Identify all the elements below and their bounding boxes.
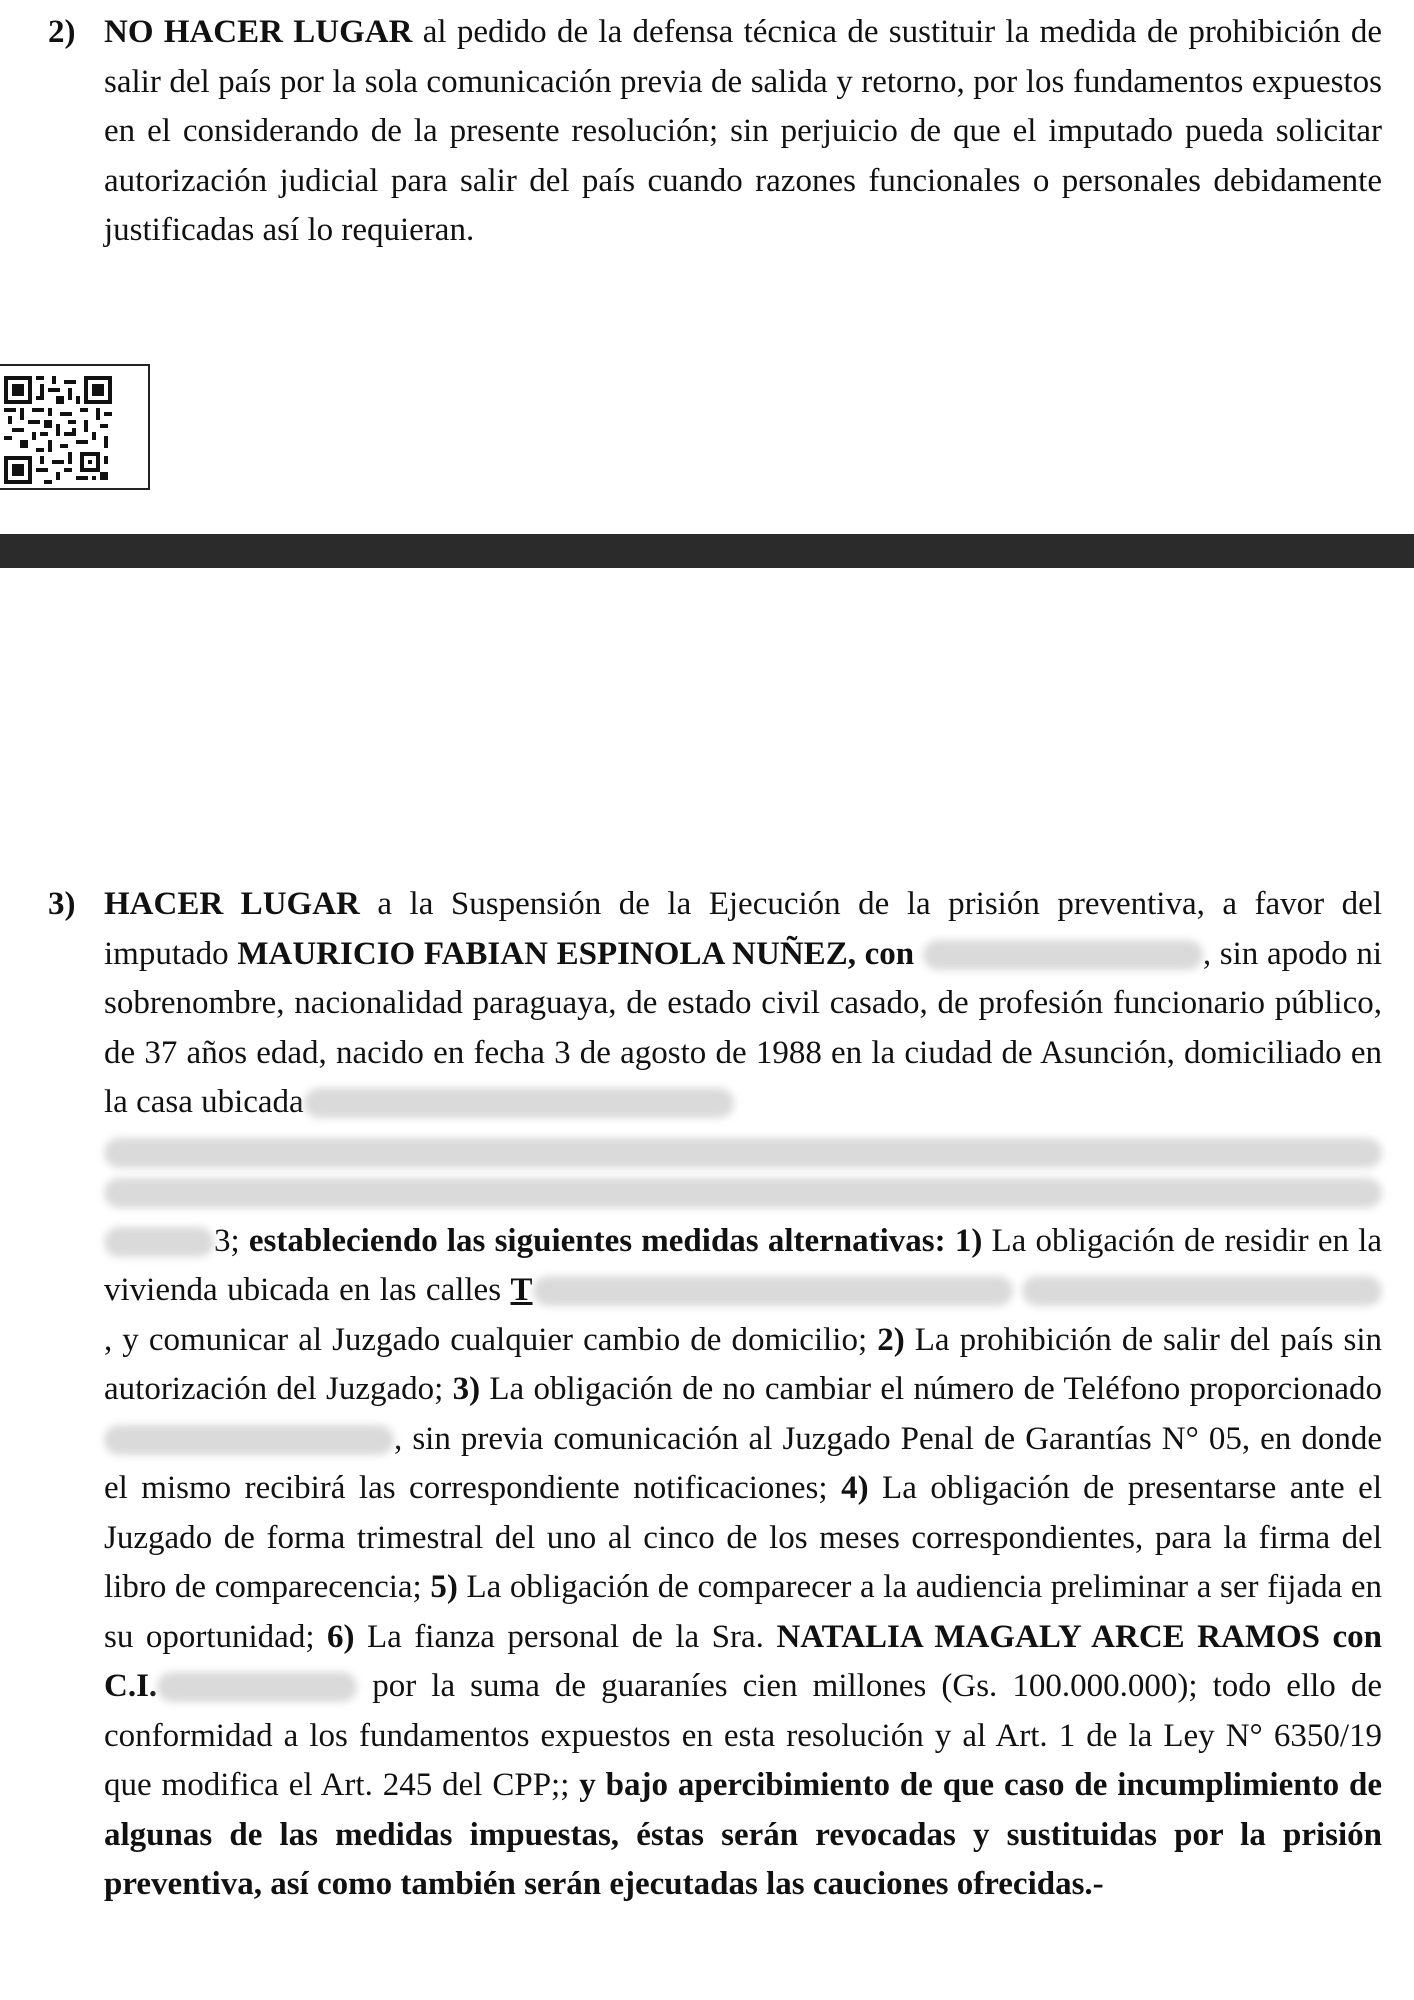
redacted-id [923,940,1203,970]
item-text: La obligación de comparecer a la audiencia preliminar a ser fijada en su oportunidad; [104,1569,1382,1655]
measure-number: 3) [452,1371,481,1407]
item-text: por la suma de guaraníes cien millones (Gs. 100.000.000); todo ello de conformidad a los fundamentos expuestos en esta resolución y al Art. 1 de la Ley N° 6350/19 que modifica el Art. 245 del CPP;; [104,1668,1382,1803]
measures-lead: estableciendo las siguientes medidas alternativas: 1) [248,1222,983,1259]
item-number: 3) [48,886,76,922]
redacted-address-line [104,1178,1382,1208]
item-lead: HACER LUGAR [104,886,360,922]
qr-code-frame [0,364,150,490]
item-text: La obligación de no cambiar el número de Teléfono proporcionado [480,1371,1382,1407]
redacted-street [533,1276,1013,1306]
street-initial: T [510,1272,533,1308]
item-text: La fianza personal de la Sra. [354,1618,777,1655]
item-text: , y comunicar al Juzgado cualquier cambio de domicilio; [104,1321,878,1358]
closing-warning: y bajo apercibimiento de que caso de incumplimiento de algunas de las medidas impuestas, éstas serán revocadas y sustituidas por la prisión preventiva, así como también serán ejecutadas las cauciones ofrecidas.- [104,1767,1382,1902]
item-text: 3; [214,1222,249,1259]
item-lead: NO HACER LUGAR [104,14,413,50]
item-body [104,8,1382,256]
redacted-number [104,1227,214,1257]
redacted-guarantor-id [157,1672,357,1702]
item-text: La obligación de residir en la vivienda ubicada en las calles [104,1222,1382,1308]
item-text: La prohibición de salir del país sin autorización del Juzgado; [104,1321,1382,1407]
item-text: al pedido de la defensa técnica de sustituir la medida de prohibición de salir del país por la sola comunicación previa de salida y retorno, por los fundamentos expuestos en el considerando de la presente resolución; sin perjuicio de que el imputado pueda solicitar autorización judicial para salir del país cuando razones funcionales o personales debidamente justificadas así lo requieran. [104,14,1382,248]
redacted-address [304,1088,734,1118]
measure-number: 6) [327,1618,355,1655]
measure-number: 5) [430,1569,458,1605]
resolution-item-2 [48,8,1382,256]
item-text: , sin apodo ni sobrenombre, nacionalidad paraguaya, de estado civil casado, de profesión funcionario público, de 37 años edad, nacido en fecha 3 de agosto de 1988 en la ciudad de Asunción, domiciliado en la casa ubicada [104,935,1382,1120]
redacted-address-line [104,1138,1382,1168]
redacted-phone [104,1425,394,1455]
item-text: La obligación de presentarse ante el Juzgado de forma trimestral del uno al cinco de los meses correspondientes, para la firma del libro de comparecencia; [104,1470,1382,1605]
measure-number: 4) [841,1470,869,1506]
defendant-name: MAURICIO FABIAN ESPINOLA NUÑEZ, con [237,935,923,972]
item-number: 2) [48,14,76,50]
guarantor-name: NATALIA MAGALY ARCE RAMOS con C.I. [104,1618,1383,1704]
resolution-item-3 [48,880,1382,1910]
page-break-bar [0,534,1414,568]
item-text: , sin previa comunicación al Juzgado Penal de Garantías N° 05, en donde el mismo recibirá las correspondiente notificaciones; [104,1420,1382,1506]
item-body [104,880,1382,1910]
redacted-city [1022,1276,1382,1306]
item-text: a la Suspensión de la Ejecución de la prisión preventiva, a favor del imputado [104,886,1382,972]
measure-number: 2) [877,1321,905,1358]
qr-code-icon [4,376,112,484]
